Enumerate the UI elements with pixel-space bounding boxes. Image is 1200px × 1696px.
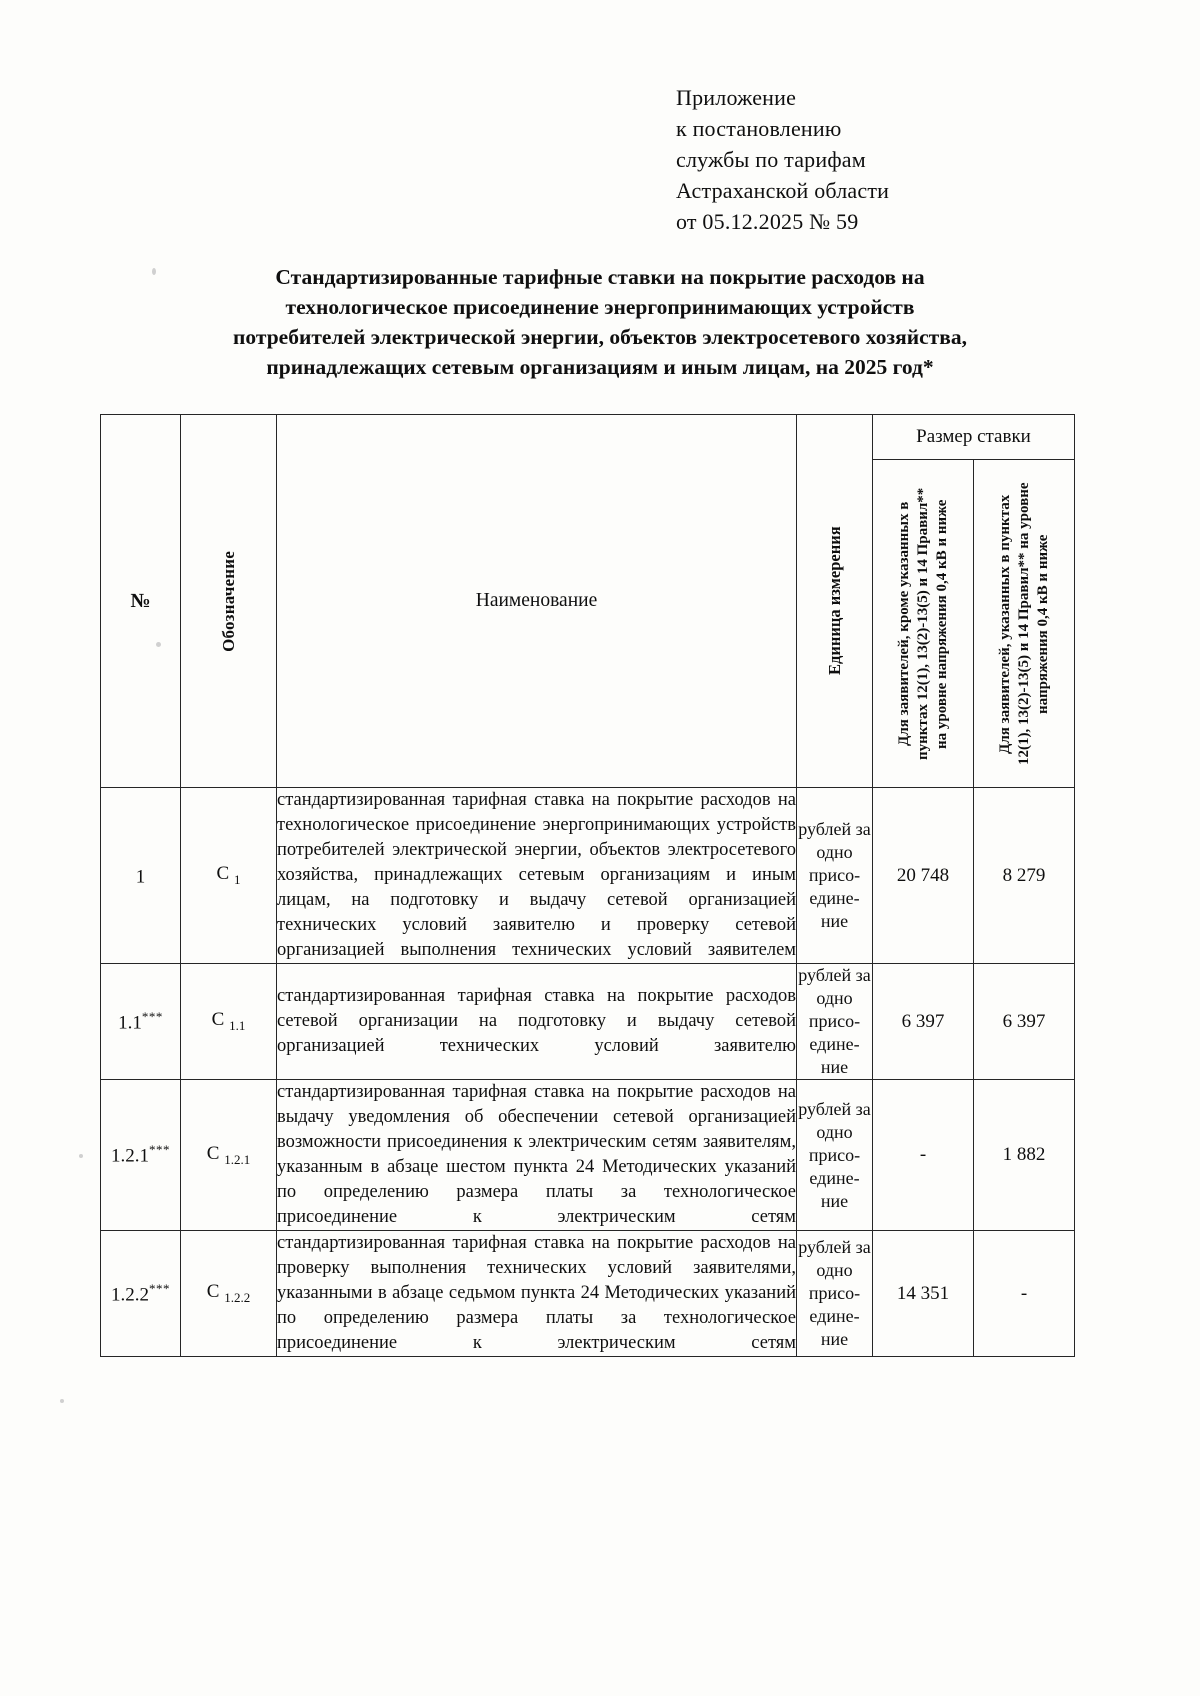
header-value1-label: Для заявителей, кроме указанных в пунктах 12(1), 13(2)-13(5) и 14 Правил** на уровне напряжения 0,4 кВ и ниже (895, 487, 950, 760)
row-designation-text: С (211, 1009, 225, 1031)
row-value1: 20 748 (873, 788, 974, 964)
row-value2: 8 279 (974, 788, 1075, 964)
header-value2-label: Для заявителей, указанных в пунктах 12(1), 13(2)-13(5) и 14 Правил** на уровне напряжения 0,4 кВ и ниже (996, 482, 1051, 765)
table-row (101, 1080, 1075, 1231)
table-row (101, 788, 1075, 964)
row-value2: 6 397 (974, 964, 1075, 1080)
row-number-sup: *** (141, 1008, 163, 1024)
row-unit: рублей за одно присо-едине-ние (797, 788, 873, 964)
row-value2: 1 882 (974, 1080, 1075, 1231)
title-line-4: принадлежащих сетевым организациям и иным лицам, на 2025 год* (266, 355, 934, 379)
header-line-5: от 05.12.2025 № 59 (676, 209, 859, 234)
row-designation (181, 1231, 277, 1357)
header-cell-value2 (974, 460, 1075, 788)
header-line-1: Приложение (676, 85, 797, 110)
tariff-table (100, 414, 1075, 1357)
scan-speck (79, 1154, 83, 1158)
row-name: стандартизированная тарифная ставка на покрытие расходов на технологическое присоединение энергопринимающих устройств потребителей электрической энергии, объектов электросетевого хозяйства, принадлежащих сетевым организациям и иным лицам, на подготовку и выдачу сетевой организацией технических условий заявителю и проверку сетевой организацией выполнения технических условий заявителем (277, 788, 797, 964)
row-value1: - (873, 1080, 974, 1231)
row-number-sup: *** (149, 1142, 170, 1158)
row-name: стандартизированная тарифная ставка на покрытие расходов сетевой организации на подготовку и выдачу сетевой организацией технических условий заявителю (277, 964, 797, 1080)
title-line-1: Стандартизированные тарифные ставки на покрытие расходов на (275, 265, 925, 289)
row-number-text: 1.2.2 (111, 1284, 149, 1306)
header-cell-designation (181, 415, 277, 788)
table-row (101, 964, 1075, 1080)
header-line-4: Астраханской области (676, 178, 890, 203)
row-number (101, 1231, 181, 1357)
header-name-label: Наименование (475, 590, 598, 611)
row-number-sup: *** (149, 1280, 170, 1296)
header-unit-label: Единица измерения (825, 526, 844, 676)
row-number-text: 1 (135, 866, 146, 888)
row-value1: 6 397 (873, 964, 974, 1080)
header-num-label: № (130, 589, 151, 612)
header-line-3: службы по тарифам (676, 147, 866, 172)
row-designation-sub: 1.1 (229, 1017, 246, 1033)
header-group-label: Размер ставки (916, 426, 1031, 447)
row-unit: рублей за одно присо-едине-ние (797, 1080, 873, 1231)
header-cell-group-size (873, 415, 1075, 460)
tariff-table-wrapper (100, 414, 1074, 1357)
row-number (101, 788, 181, 964)
row-designation (181, 1080, 277, 1231)
scan-speck (60, 1399, 64, 1403)
row-designation-sub: 1.2.2 (224, 1289, 251, 1305)
page-title (100, 262, 1100, 382)
row-designation-text: С (206, 1142, 220, 1164)
row-value2: - (974, 1231, 1075, 1357)
row-name: стандартизированная тарифная ставка на покрытие расходов на выдачу уведомления об обеспечении сетевой организацией возможности присоединения к электрическим сетям заявителям, указанным в абзаце шестом пункта 24 Методических указаний по определению размера платы за технологическое присоединение к электрическим сетям (277, 1080, 797, 1231)
title-line-2: технологическое присоединение энергопринимающих устройств (285, 295, 915, 319)
row-value1: 14 351 (873, 1231, 974, 1357)
row-number (101, 964, 181, 1080)
row-number-text: 1.1 (118, 1012, 142, 1034)
header-cell-name (277, 415, 797, 788)
table-header-row-top (101, 415, 1075, 460)
row-unit: рублей за одно присо-едине-ние (797, 964, 873, 1080)
row-number-text: 1.2.1 (111, 1145, 149, 1167)
row-designation (181, 964, 277, 1080)
header-cell-num (101, 415, 181, 788)
row-name: стандартизированная тарифная ставка на покрытие расходов на проверку выполнения технических условий заявителями, указанными в абзаце седьмом пункта 24 Методических указаний по определению размера платы за технологическое присоединение к электрическим сетям (277, 1231, 797, 1357)
row-number (101, 1080, 181, 1231)
header-designation-label: Обозначение (218, 550, 238, 652)
header-cell-unit (797, 415, 873, 788)
header-line-2: к постановлению (676, 116, 842, 141)
row-designation-text: С (206, 1281, 220, 1303)
row-designation-sub: 1 (233, 871, 241, 887)
row-designation-sub: 1.2.1 (224, 1151, 251, 1167)
row-unit: рублей за одно присо-едине-ние (797, 1231, 873, 1357)
title-line-3: потребителей электрической энергии, объектов электросетевого хозяйства, (233, 325, 967, 349)
row-designation (181, 788, 277, 964)
table-row (101, 1231, 1075, 1357)
header-cell-value1 (873, 460, 974, 788)
row-designation-text: С (216, 863, 230, 885)
document-header (676, 82, 889, 237)
